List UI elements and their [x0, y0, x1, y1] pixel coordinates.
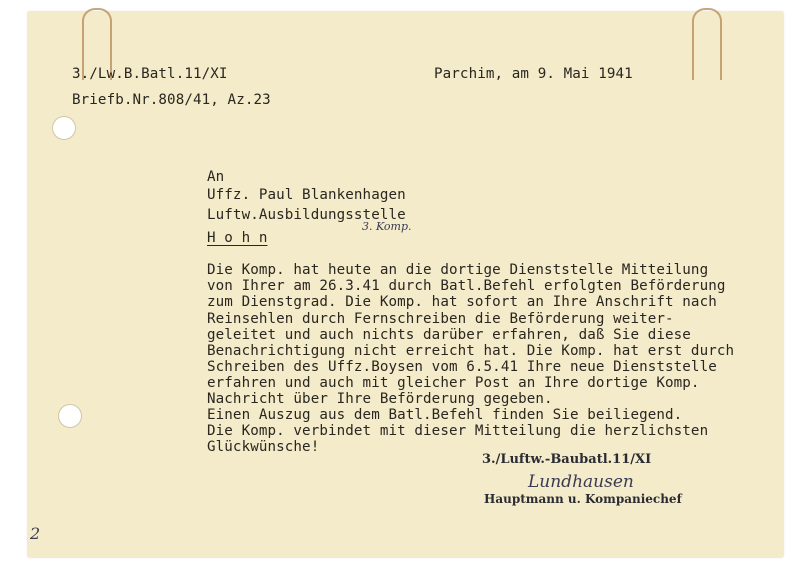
body-line: von Ihrer am 26.3.41 durch Batl.Befehl erfolgten Beförderung: [207, 278, 726, 294]
body-line: Die Komp. verbindet mit dieser Mitteilung die herzlichsten: [207, 423, 709, 439]
body-line: Glückwünsche!: [207, 439, 320, 455]
body-line: Reinsehlen durch Fernschreiben die Beförderung weiter-: [207, 311, 674, 327]
paper-clip-mark-right: [692, 8, 722, 80]
handwritten-signature: Lundhausen: [528, 472, 634, 492]
punch-hole-top: [52, 116, 76, 140]
body-line: zum Dienstgrad. Die Komp. hat sofort an Ihre Anschrift nach: [207, 294, 717, 310]
body-line: Die Komp. hat heute an die dortige Dienststelle Mitteilung: [207, 262, 709, 278]
letter-reference: Briefb.Nr.808/41, Az.23: [72, 92, 271, 108]
body-line: erfahren und auch mit gleicher Post an Ihre dortige Komp.: [207, 375, 700, 391]
place-and-date: Parchim, am 9. Mai 1941: [434, 66, 633, 82]
body-line: geleitet und auch nichts darüber erfahren, daß Sie diese: [207, 327, 691, 343]
recipient-city: H o h n: [207, 230, 268, 246]
handwritten-office-note: 3. Komp.: [362, 220, 412, 233]
body-line: Nachricht über Ihre Beförderung gegeben.: [207, 391, 553, 407]
body-line: Benachrichtigung nicht erreicht hat. Die Komp. hat erst durch: [207, 343, 735, 359]
address-to: An: [207, 169, 225, 185]
recipient-name: Uffz. Paul Blankenhagen: [207, 187, 406, 203]
body-line: Schreiben des Uffz.Boysen vom 6.5.41 Ihre neue Dienststelle: [207, 359, 717, 375]
recipient-office: Luftw.Ausbildungsstelle: [207, 207, 406, 223]
punch-hole-bottom: [58, 404, 82, 428]
title-stamp: Hauptmann u. Kompaniechef: [484, 492, 682, 506]
margin-mark: 2: [30, 524, 41, 543]
unit-stamp: 3./Luftw.-Baubatl.11/XI: [482, 452, 652, 467]
sender-unit: 3./Lw.B.Batl.11/XI: [72, 66, 228, 82]
body-line: Einen Auszug aus dem Batl.Befehl finden Sie beiliegend.: [207, 407, 683, 423]
